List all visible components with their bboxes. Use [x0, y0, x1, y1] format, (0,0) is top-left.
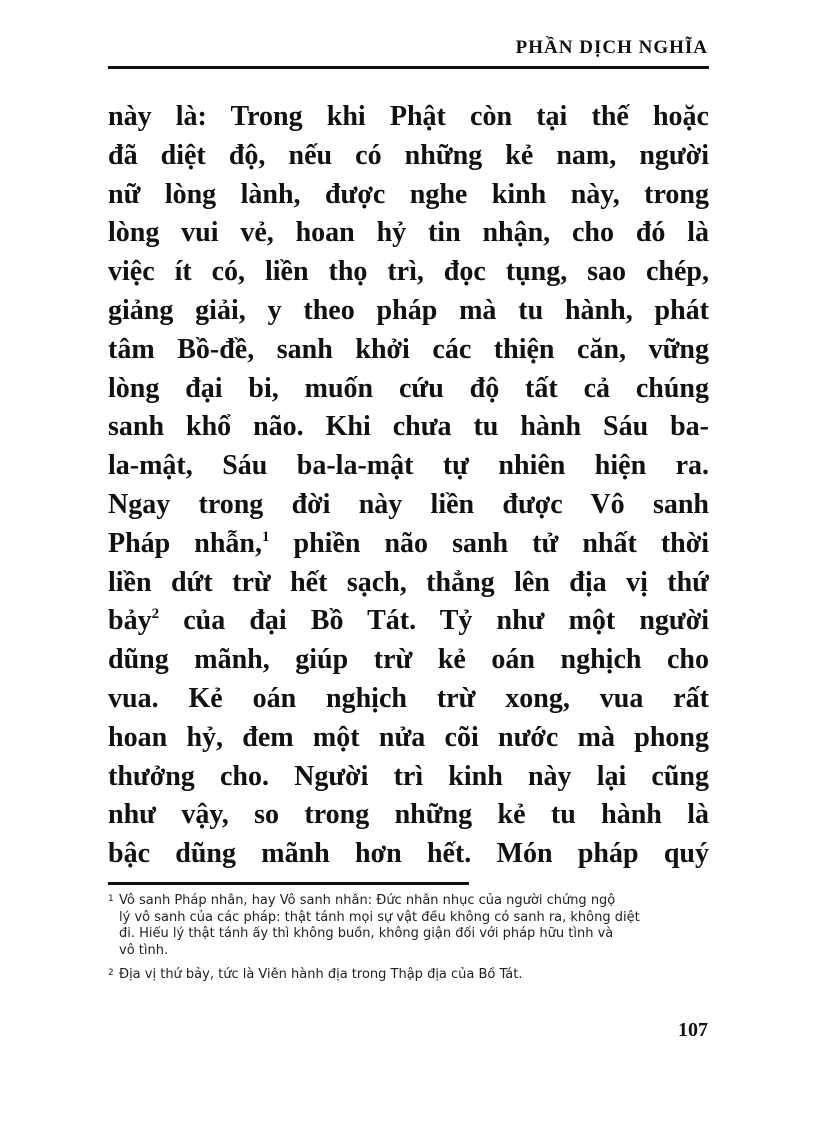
- footnote-line: Vô sanh Pháp nhẫn, hay Vô sanh nhẫn: Đức nhẫn nhục của người chứng ngộ: [119, 893, 616, 908]
- text-line: này là: Trong khi Phật còn tại thế hoặc: [108, 101, 709, 132]
- footnote-2: [108, 967, 709, 984]
- text-line: việc ít có, liền thọ trì, đọc tụng, sao chép,: [108, 256, 709, 288]
- footnote-line: Địa vị thứ bảy, tức là Viễn hành địa trong Thập địa của Bồ Tát.: [119, 966, 523, 982]
- text-line: Ngay trong đời này liền được Vô sanh: [108, 488, 709, 520]
- text-line-with-footnote-ref: [108, 602, 709, 641]
- footnote-1: [108, 893, 709, 960]
- footnote-line: lý vô sanh của các pháp: thật tánh mọi sự vật đều không có sanh ra, không diệt: [119, 909, 640, 925]
- footnote-ref-1[interactable]: 1: [262, 528, 270, 545]
- footnote-line: vô tình.: [119, 943, 169, 959]
- page-number: 107: [678, 1019, 708, 1041]
- text-line: thưởng cho. Người trì kinh này lại cũng: [108, 760, 709, 792]
- text-line: la-mật, Sáu ba-la-mật tự nhiên hiện ra.: [108, 450, 709, 482]
- text-line: đã diệt độ, nếu có những kẻ nam, người: [108, 139, 709, 171]
- header-rule: [108, 66, 709, 69]
- text-line: lòng vui vẻ, hoan hỷ tin nhận, cho đó là: [108, 217, 709, 249]
- footnote-number: 2: [108, 967, 114, 978]
- footnote-rule: [108, 882, 469, 885]
- text-fragment: bảy: [108, 605, 152, 637]
- text-line: sanh khổ não. Khi chưa tu hành Sáu ba-: [108, 411, 709, 443]
- text-fragment: của đại Bồ Tát. Tỷ như một người: [159, 605, 709, 637]
- footnote-ref-2[interactable]: 2: [151, 606, 160, 623]
- text-line: giảng giải, y theo pháp mà tu hành, phát: [108, 294, 709, 326]
- text-line: dũng mãnh, giúp trừ kẻ oán nghịch cho: [108, 644, 709, 676]
- footnote-line: đi. Hiểu lý thật tánh ấy thì không buồn, không giận đối với pháp hữu tình và: [119, 926, 614, 942]
- running-header: PHẦN DỊCH NGHĨA: [515, 37, 708, 58]
- text-line: bậc dũng mãnh hơn hết. Món pháp quý: [108, 838, 709, 870]
- text-line: nữ lòng lành, được nghe kinh này, trong: [108, 178, 709, 210]
- footnote-number: 1: [108, 894, 114, 904]
- text-line: lòng đại bi, muốn cứu độ tất cả chúng: [108, 372, 709, 404]
- body-text: [108, 98, 709, 874]
- text-line: như vậy, so trong những kẻ tu hành là: [108, 799, 709, 831]
- text-line: liền dứt trừ hết sạch, thẳng lên địa vị thứ: [108, 566, 709, 598]
- text-line: tâm Bồ-đề, sanh khởi các thiện căn, vững: [108, 333, 709, 365]
- footnotes: [108, 893, 709, 984]
- text-fragment: Pháp nhẫn,: [108, 527, 262, 559]
- text-line: hoan hỷ, đem một nửa cõi nước mà phong: [108, 721, 709, 753]
- text-fragment: phiền não sanh tử nhất thời: [269, 527, 709, 559]
- text-line-with-footnote-ref: [108, 525, 709, 564]
- text-line: vua. Kẻ oán nghịch trừ xong, vua rất: [108, 682, 709, 714]
